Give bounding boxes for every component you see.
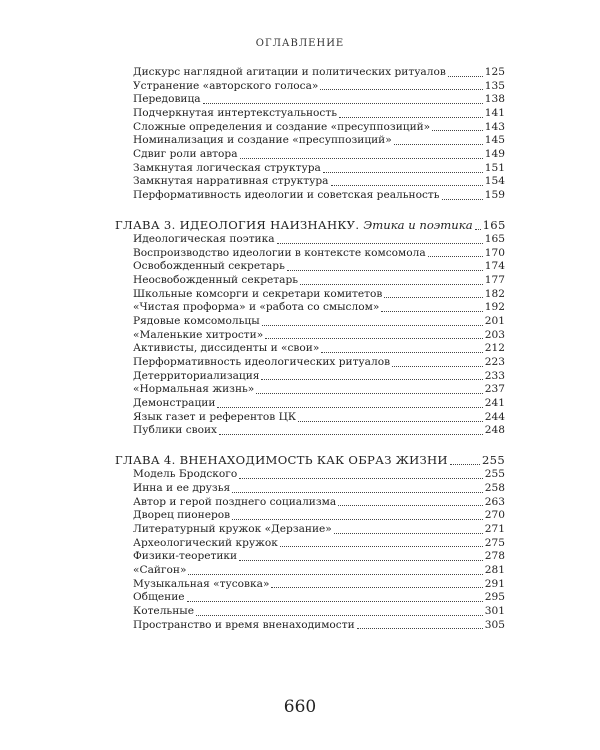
toc-entry-title: Замкнутая логическая структура	[133, 161, 321, 174]
toc-entry[interactable]	[115, 591, 505, 605]
toc-entry-page: 291	[484, 577, 505, 590]
toc-entry-page: 125	[484, 65, 505, 78]
dot-leader	[287, 270, 483, 271]
toc-entry-title: Музыкальная «тусовка»	[133, 577, 270, 590]
toc-entry-title: Передовица	[133, 93, 201, 106]
dot-leader	[442, 199, 483, 200]
toc-entry-title: Литературный кружок «Дерзание»	[133, 522, 332, 535]
dot-leader	[239, 478, 483, 479]
dot-leader	[392, 366, 483, 367]
toc-entry-page: 244	[484, 410, 505, 423]
toc-entry-page: 301	[484, 605, 505, 618]
toc-entry[interactable]	[115, 383, 505, 397]
dot-leader	[188, 574, 482, 575]
toc-entry[interactable]	[115, 93, 505, 107]
toc-entry-title: Пространство и время вненаходимости	[133, 618, 355, 631]
chapter-3-heading[interactable]	[115, 215, 505, 233]
chapter-3-page: 165	[482, 218, 506, 233]
toc-entry[interactable]	[115, 537, 505, 551]
toc-entry-page: 192	[484, 301, 505, 314]
toc-entry-title: Инна и ее друзья	[133, 481, 231, 494]
toc-entry-page: 281	[484, 563, 505, 576]
dot-leader	[357, 628, 483, 629]
toc-entry-page: 135	[484, 79, 505, 92]
toc-entry-page: 275	[484, 536, 505, 549]
dot-leader	[280, 546, 483, 547]
toc-entry-title: Сдвиг роли автора	[133, 148, 238, 161]
toc-entry-title: Активисты, диссиденты и «свои»	[133, 342, 320, 355]
running-head: ОГЛАВЛЕНИЕ	[255, 38, 345, 49]
dot-leader	[331, 185, 483, 186]
toc-entry[interactable]	[115, 176, 505, 190]
toc-entry-page: 154	[484, 175, 505, 188]
dot-leader	[217, 407, 482, 408]
toc-entry[interactable]	[115, 162, 505, 176]
toc-entry[interactable]	[115, 509, 505, 523]
toc-entry[interactable]	[115, 121, 505, 135]
toc-entry-title: Подчеркнутая интертекстуальность	[133, 107, 337, 120]
toc-entry-title: Рядовые комсомольцы	[133, 314, 260, 327]
dot-leader	[450, 464, 480, 465]
chapter-4-heading[interactable]	[115, 450, 505, 468]
toc-entry-title: «Сайгон»	[133, 563, 187, 576]
toc-entry-page: 237	[484, 383, 505, 396]
toc-entry[interactable]	[115, 288, 505, 302]
toc-entry-title: Детерриториализация	[133, 369, 260, 382]
toc-entry-page: 159	[484, 189, 505, 202]
toc-entry[interactable]	[115, 397, 505, 411]
section-continued	[115, 66, 505, 203]
dot-leader	[334, 533, 483, 534]
dot-leader	[239, 560, 483, 561]
toc-entry[interactable]	[115, 550, 505, 564]
dot-leader	[232, 519, 483, 520]
toc-entry[interactable]	[115, 578, 505, 592]
toc-entry-title: Сложные определения и создание «пресуппозиций»	[133, 120, 431, 133]
dot-leader	[475, 229, 481, 230]
dot-leader	[428, 256, 483, 257]
dot-leader	[394, 144, 483, 145]
toc-entry-title: Публики своих	[133, 424, 217, 437]
toc-entry-page: 182	[484, 287, 505, 300]
toc-entry[interactable]	[115, 425, 505, 439]
toc-entry-title: Воспроизводство идеологии в контексте комсомола	[133, 246, 426, 259]
toc-entry[interactable]	[115, 370, 505, 384]
toc-entry-page: 248	[484, 424, 505, 437]
toc-entry-page: 271	[484, 522, 505, 535]
page-number: 660	[283, 697, 317, 717]
chapter-4-page: 255	[481, 453, 505, 468]
toc-entry-title: Дискурс наглядной агитации и политических ритуалов	[133, 65, 446, 78]
dot-leader	[277, 243, 483, 244]
toc-entry-page: 270	[484, 509, 505, 522]
toc-entry-page: 149	[484, 148, 505, 161]
toc-entry[interactable]	[115, 107, 505, 121]
dot-leader	[219, 434, 483, 435]
toc-entry-title: «Маленькие хитрости»	[133, 328, 264, 341]
toc-entry-page: 278	[484, 550, 505, 563]
toc-entry-page: 174	[484, 260, 505, 273]
toc-entry[interactable]	[115, 496, 505, 510]
dot-leader	[381, 311, 482, 312]
chapter-4-items	[115, 468, 505, 632]
toc-entry-page: 151	[484, 161, 505, 174]
toc-entry-page: 203	[484, 328, 505, 341]
toc-entry[interactable]	[115, 619, 505, 633]
toc-entry-page: 165	[484, 232, 505, 245]
toc-entry[interactable]	[115, 80, 505, 94]
toc-entry-page: 143	[484, 120, 505, 133]
toc-entry-title: Модель Бродского	[133, 468, 238, 481]
toc-entry[interactable]	[115, 482, 505, 496]
chapter-3-items	[115, 233, 505, 438]
dot-leader	[187, 601, 483, 602]
toc-entry[interactable]	[115, 564, 505, 578]
toc-entry[interactable]	[115, 233, 505, 247]
toc-entry-page: 258	[484, 481, 505, 494]
toc-entry-title: Дворец пионеров	[133, 509, 231, 522]
toc-entry-title: «Нормальная жизнь»	[133, 383, 255, 396]
toc-entry-page: 201	[484, 314, 505, 327]
toc-entry-page: 255	[484, 468, 505, 481]
section-gap	[115, 438, 505, 450]
toc-entry-page: 263	[484, 495, 505, 508]
toc-entry[interactable]	[115, 605, 505, 619]
toc-entry[interactable]	[115, 468, 505, 482]
toc-entry[interactable]	[115, 315, 505, 329]
toc-entry[interactable]	[115, 274, 505, 288]
toc-entry[interactable]	[115, 411, 505, 425]
dot-leader	[265, 338, 483, 339]
dot-leader	[339, 117, 483, 118]
toc-entry-title: Школьные комсорги и секретари комитетов	[133, 287, 383, 300]
toc-entry[interactable]	[115, 189, 505, 203]
chapter-3-subtitle: Этика и поэтика	[363, 218, 473, 233]
dot-leader	[448, 76, 483, 77]
toc-entry-title: Автор и герой позднего социализма	[133, 495, 337, 508]
toc-entry-title: Археологический кружок	[133, 536, 278, 549]
toc-entry-page: 170	[484, 246, 505, 259]
dot-leader	[323, 172, 483, 173]
toc-entry-title: Неосвобожденный секретарь	[133, 273, 299, 286]
toc-entry[interactable]	[115, 342, 505, 356]
toc-entry-title: Номинализация и создание «пресуппозиций»	[133, 134, 392, 147]
dot-leader	[240, 158, 483, 159]
dot-leader	[262, 325, 483, 326]
dot-leader	[384, 297, 482, 298]
toc-entry-page: 141	[484, 107, 505, 120]
chapter-3-title: ГЛАВА 3. ИДЕОЛОГИЯ НАИЗНАНКУ. Этика и поэтика	[115, 218, 473, 233]
toc-entry-title: Перформативность идеологии и советская реальность	[133, 189, 440, 202]
dot-leader	[203, 103, 483, 104]
toc-entry-title: Идеологическая поэтика	[133, 232, 275, 245]
toc-entry-page: 295	[484, 591, 505, 604]
toc-entry[interactable]	[115, 523, 505, 537]
toc-entry[interactable]	[115, 148, 505, 162]
toc-entry[interactable]	[115, 260, 505, 274]
toc-entry-title: Устранение «авторского голоса»	[133, 79, 319, 92]
dot-leader	[256, 393, 483, 394]
toc-entry-page: 305	[484, 618, 505, 631]
toc-entry-title: Замкнутая нарративная структура	[133, 175, 329, 188]
table-of-contents	[115, 66, 505, 632]
dot-leader	[232, 492, 483, 493]
toc-entry-page: 233	[484, 369, 505, 382]
toc-entry-page: 223	[484, 356, 505, 369]
toc-entry-page: 212	[484, 342, 505, 355]
toc-entry[interactable]	[115, 134, 505, 148]
toc-entry[interactable]	[115, 356, 505, 370]
dot-leader	[320, 89, 482, 90]
toc-entry-title: Язык газет и референтов ЦК	[133, 410, 297, 423]
dot-leader	[298, 421, 483, 422]
toc-entry-title: Перформативность идеологических ритуалов	[133, 356, 391, 369]
toc-entry[interactable]	[115, 66, 505, 80]
toc-entry-page: 241	[484, 397, 505, 410]
dot-leader	[300, 284, 483, 285]
toc-entry[interactable]	[115, 329, 505, 343]
toc-entry-title: Общение	[133, 591, 185, 604]
chapter-4-title: ГЛАВА 4. ВНЕНАХОДИМОСТЬ КАК ОБРАЗ ЖИЗНИ	[115, 453, 448, 468]
toc-entry-title: Котельные	[133, 605, 194, 618]
toc-entry-page: 138	[484, 93, 505, 106]
dot-leader	[261, 379, 482, 380]
dot-leader	[196, 615, 483, 616]
section-gap	[115, 203, 505, 215]
toc-entry-title: Физики-теоретики	[133, 550, 238, 563]
dot-leader	[432, 130, 483, 131]
toc-entry-page: 177	[484, 273, 505, 286]
toc-entry[interactable]	[115, 247, 505, 261]
toc-entry-title: «Чистая проформа» и «работа со смыслом»	[133, 301, 380, 314]
dot-leader	[338, 505, 483, 506]
toc-entry-title: Освобожденный секретарь	[133, 260, 285, 273]
dot-leader	[271, 587, 482, 588]
dot-leader	[321, 352, 482, 353]
toc-entry-title: Демонстрации	[133, 397, 216, 410]
toc-entry-page: 145	[484, 134, 505, 147]
toc-entry[interactable]	[115, 301, 505, 315]
